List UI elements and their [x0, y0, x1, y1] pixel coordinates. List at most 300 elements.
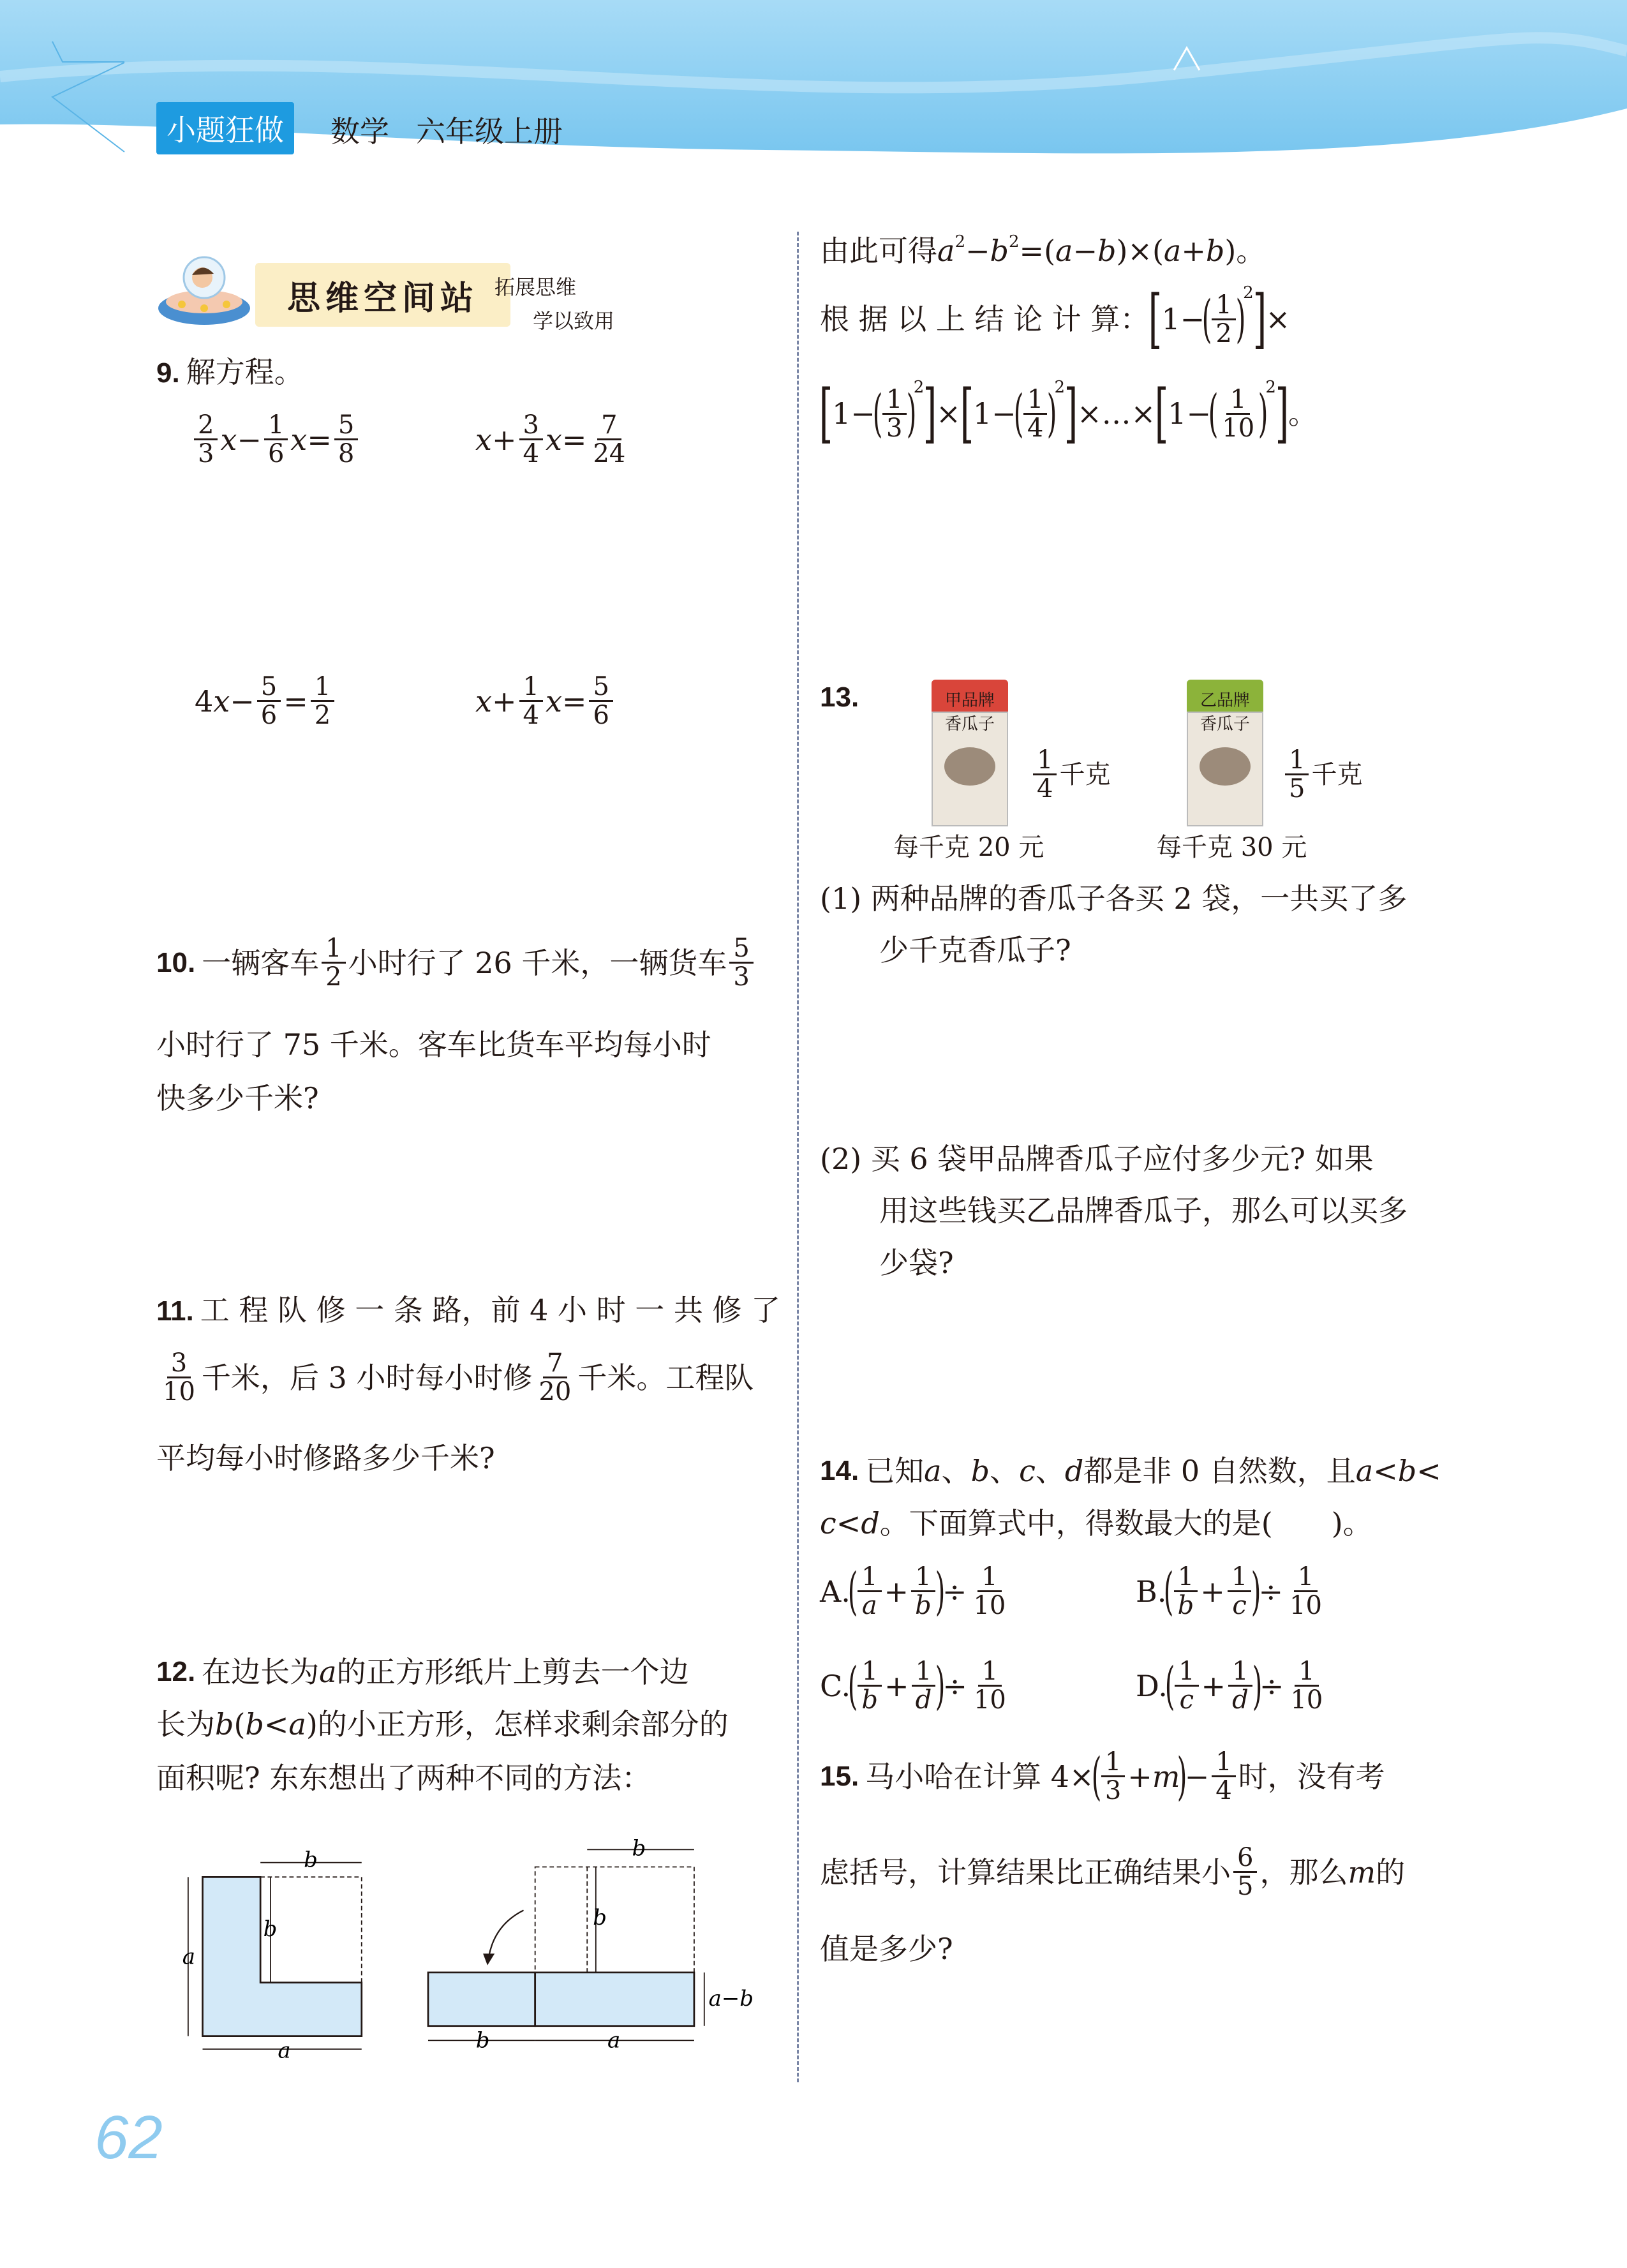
numerator: 1 [1228, 1563, 1251, 1592]
denominator: 3 [733, 962, 750, 992]
fraction [1033, 747, 1057, 802]
numerator: 1 [519, 673, 543, 702]
exponent: 2 [1054, 378, 1066, 397]
fraction [1228, 1563, 1251, 1619]
math-text: ÷ [1259, 1668, 1284, 1703]
math-text: + [491, 422, 517, 457]
fraction [311, 673, 334, 729]
math-text: 、 [1035, 1454, 1065, 1488]
l-shape-figure [182, 1847, 362, 2063]
math-variable: b [970, 1454, 990, 1488]
math-text: 。 [1288, 396, 1318, 431]
fraction [257, 673, 281, 729]
denominator: b [1177, 1591, 1194, 1620]
math-text: 已知 [865, 1454, 925, 1488]
parenthesis: ) [906, 384, 916, 443]
question-number: 13. [820, 682, 859, 713]
denominator: 6 [267, 439, 285, 468]
parenthesis: ) [1251, 1561, 1261, 1621]
math-variable: b [990, 234, 1009, 268]
fraction [858, 1658, 882, 1713]
numerator: 1 [911, 1563, 935, 1592]
denominator: 20 [539, 1377, 572, 1406]
math-text: 一辆客车 [202, 945, 320, 980]
bracket: [ [1148, 281, 1163, 356]
denominator: 4 [523, 439, 539, 468]
denominator: b [861, 1685, 879, 1715]
question-number: 15. [820, 1760, 859, 1792]
fraction [729, 935, 753, 990]
fraction [589, 412, 629, 467]
math-text: × [936, 396, 961, 431]
math-text: ，那么 [1259, 1854, 1348, 1890]
ufo-mascot-icon [156, 252, 258, 332]
parenthesis: ) [1177, 1746, 1187, 1806]
question-9-title [156, 357, 304, 387]
numerator: 1 [858, 1563, 881, 1592]
question-14-line-2 [820, 1506, 1372, 1541]
question-15-line-3: 值是多少? [820, 1932, 953, 1966]
math-text: 1− [1161, 302, 1205, 336]
bag-a-weight [1030, 747, 1110, 802]
math-text: D. [1136, 1668, 1168, 1703]
bag-a-price: 每千克 20 元 [893, 833, 1044, 862]
fraction [970, 1658, 1010, 1713]
bracket: ] [923, 376, 937, 451]
question-12-line-3: 面积呢? 东东想出了两种不同的方法： [156, 1761, 651, 1795]
fraction [1212, 1749, 1235, 1804]
parenthesis: ( [1091, 1746, 1102, 1806]
numerator: 5 [589, 673, 613, 702]
numerator: 1 [1023, 386, 1047, 415]
denominator: c [1179, 1685, 1194, 1715]
math-text: 1− [1168, 396, 1212, 431]
fraction [858, 1563, 881, 1619]
denominator: 3 [198, 439, 214, 468]
math-text: − [230, 683, 255, 719]
subject-label: 数学 [331, 114, 389, 149]
parenthesis: ) [1047, 384, 1057, 443]
math-variable: m [1152, 1759, 1180, 1794]
numerator: 1 [264, 412, 288, 440]
math-text: 千克 [1059, 759, 1111, 789]
question-15-line-1 [820, 1746, 1385, 1806]
fraction [194, 412, 218, 467]
question-14-line-1 [820, 1456, 1441, 1486]
denominator: d [915, 1685, 932, 1715]
math-variable: a [924, 1454, 942, 1488]
area-diagrams [156, 1838, 792, 2081]
fraction [264, 412, 288, 467]
math-text: < [1416, 1454, 1441, 1488]
seed-bag-a [932, 680, 1008, 826]
q13-part2-line2: 用这些钱买乙品牌香瓜子，那么可以买多 [879, 1193, 1408, 1228]
equation-1 [191, 412, 360, 467]
exponent: 2 [1243, 283, 1254, 302]
math-variable: m [1348, 1854, 1376, 1890]
continuation-line-1 [820, 232, 1266, 268]
math-text: 长为 [156, 1707, 215, 1742]
numerator: 2 [194, 412, 218, 440]
numerator: 1 [977, 1563, 1001, 1592]
parenthesis: ( [847, 1561, 858, 1621]
math-text: < [836, 1506, 861, 1541]
numerator: 1 [1174, 1563, 1198, 1592]
parenthesis: ( [1164, 1561, 1174, 1621]
numerator: 5 [334, 412, 358, 440]
fraction [322, 935, 345, 990]
math-variable: a [937, 234, 955, 268]
bracket: [ [819, 376, 833, 451]
denominator: 5 [1237, 1872, 1254, 1901]
math-text: )×( [1116, 234, 1164, 268]
fraction [1101, 1749, 1125, 1804]
math-text: 根 据 以 上 结 论 计 算： [820, 302, 1150, 336]
math-text: 的 [1376, 1854, 1406, 1890]
question-11-line-2 [156, 1350, 754, 1405]
question-number: 10. [156, 946, 196, 978]
bag-b-price: 每千克 30 元 [1156, 833, 1307, 862]
math-text: ÷ [942, 1668, 967, 1703]
q13-part2-line3: 少袋? [879, 1246, 954, 1280]
question-text [202, 935, 756, 990]
equation-3 [195, 673, 337, 729]
math-text: = [283, 683, 308, 719]
question-12-line-2 [156, 1707, 729, 1742]
math-variable: b [245, 1707, 264, 1742]
option-a[interactable] [820, 1563, 1012, 1619]
banner-tag-1: 拓展思维 [494, 275, 577, 299]
q13-part1-line2: 少千克香瓜子? [879, 933, 1071, 967]
dim-label: a [607, 2027, 621, 2054]
math-variable: x [475, 422, 492, 457]
fraction [1023, 386, 1047, 442]
denominator: c [1232, 1591, 1247, 1620]
denominator: 2 [314, 701, 331, 730]
denominator: 2 [325, 962, 342, 992]
exponent: 2 [955, 232, 965, 251]
fraction [589, 673, 613, 729]
numerator: 5 [257, 673, 281, 702]
fraction [535, 1350, 575, 1405]
q13-part1-line1: (1) 两种品牌的香瓜子各买 2 袋，一共买了多 [820, 881, 1408, 916]
dim-label: a [278, 2038, 291, 2064]
equation-4 [475, 673, 616, 729]
denominator: 6 [260, 701, 278, 730]
parenthesis: ) [1252, 1655, 1263, 1715]
math-text: B. [1136, 1574, 1167, 1609]
numerator: 3 [519, 412, 543, 440]
bag-label: 香瓜子 [1200, 715, 1250, 734]
bag-label: 甲品牌 [944, 691, 995, 710]
denominator: 2 [1215, 318, 1232, 348]
parenthesis: ( [872, 384, 883, 443]
parenthesis: ( [1164, 1655, 1175, 1715]
math-text: − [965, 234, 990, 268]
math-variable: a [319, 1655, 337, 1689]
fraction [882, 386, 906, 442]
column-divider [797, 232, 799, 2082]
option-b[interactable] [1136, 1563, 1328, 1619]
seed-bag-b [1187, 680, 1263, 826]
numerator: 1 [882, 386, 906, 415]
fraction [911, 1563, 935, 1619]
math-text: 千米。工程队 [577, 1360, 754, 1395]
exponent: 2 [1265, 378, 1276, 397]
denominator: 4 [523, 701, 539, 730]
numerator: 7 [597, 412, 621, 440]
dim-label: b [632, 1838, 646, 1861]
numerator: 6 [1233, 1844, 1257, 1873]
math-text: A. [820, 1574, 851, 1609]
math-variable: a [1163, 234, 1182, 268]
denominator: 3 [886, 413, 903, 443]
question-text: 解方程。 [186, 355, 304, 389]
parenthesis: ) [935, 1655, 946, 1715]
fraction [1174, 1563, 1198, 1619]
dim-label: b [263, 1916, 278, 1943]
continuation-line-2 [820, 281, 1291, 356]
math-text: − [1184, 1759, 1210, 1794]
question-number: 14. [820, 1455, 859, 1486]
denominator: 8 [338, 439, 355, 468]
math-text: 在边长为 [202, 1655, 320, 1689]
parenthesis: ) [1258, 384, 1268, 443]
numerator: 1 [1101, 1749, 1125, 1777]
math-text: 千克 [1311, 759, 1363, 789]
math-text: + [1181, 234, 1206, 268]
math-variable: d [861, 1506, 880, 1541]
denominator: 3 [1104, 1776, 1122, 1805]
dim-label: b [304, 1847, 318, 1873]
math-variable: c [1019, 1454, 1036, 1488]
math-text: =( [1019, 234, 1056, 268]
math-variable: x [290, 422, 308, 457]
math-variable: x [475, 683, 492, 719]
parenthesis: ( [1013, 384, 1024, 443]
numerator: 1 [1295, 1658, 1318, 1687]
math-text: + [1127, 1759, 1152, 1794]
math-text: = [561, 683, 587, 719]
option-c[interactable] [820, 1655, 1013, 1715]
denominator: 4 [1037, 774, 1053, 803]
bag-label: 乙品牌 [1200, 691, 1250, 710]
math-variable: b [1397, 1454, 1417, 1488]
question-10-line-2: 小时行了 75 千米。客车比货车平均每小时 [156, 1027, 711, 1062]
exponent: 2 [913, 378, 925, 397]
math-text: ÷ [942, 1574, 967, 1609]
numerator: 1 [1285, 747, 1309, 775]
bag-b-weight [1282, 747, 1362, 802]
denominator: a [861, 1591, 877, 1620]
math-text: 的正方形纸片上剪去一个边 [336, 1655, 689, 1689]
fraction [1286, 1563, 1326, 1619]
bracket: ] [1252, 281, 1267, 356]
math-text: ÷ [1258, 1574, 1284, 1609]
fraction [1286, 1658, 1326, 1713]
fraction [969, 1563, 1009, 1619]
math-text: < [264, 1707, 289, 1742]
math-text: + [884, 1668, 909, 1703]
question-11-line-1 [156, 1295, 780, 1325]
math-variable: a [1355, 1454, 1374, 1488]
denominator: 4 [1215, 1776, 1232, 1805]
question-text [865, 1456, 1441, 1486]
math-text: × [1265, 302, 1291, 336]
math-text: 小时行了 26 千米，一辆货车 [348, 945, 727, 980]
math-text: − [1073, 234, 1098, 268]
math-text: = [561, 422, 587, 457]
bracket: ] [1064, 376, 1078, 451]
math-variable: x [220, 422, 237, 457]
math-text: 虑括号，计算结果比正确结果小 [820, 1854, 1231, 1890]
denominator: 10 [1222, 413, 1255, 443]
question-text: 工 程 队 修 一 条 路，前 4 小 时 一 共 修 了 [200, 1293, 781, 1327]
option-d[interactable] [1136, 1655, 1329, 1715]
math-text: = [307, 422, 332, 457]
numerator: 1 [1212, 1749, 1235, 1777]
math-text: 1− [832, 396, 875, 431]
math-text: + [1200, 1574, 1225, 1609]
math-text: 时，没有考 [1238, 1759, 1385, 1794]
math-text: )的小正方形，怎样求剩余部分的 [306, 1707, 729, 1742]
fraction [159, 1350, 199, 1405]
numerator: 1 [1033, 747, 1057, 775]
math-text: 马小哈在计算 4× [865, 1759, 1094, 1794]
dim-label: b [593, 1905, 607, 1931]
denominator: b [915, 1591, 932, 1620]
equation-2 [475, 412, 632, 467]
math-variable: a [288, 1707, 306, 1742]
banner-tag-2: 学以致用 [533, 309, 615, 333]
parenthesis: ( [1201, 289, 1212, 348]
question-10-line-1 [156, 935, 756, 990]
math-variable: d [1064, 1454, 1084, 1488]
numerator: 1 [912, 1658, 935, 1687]
numerator: 1 [322, 935, 345, 964]
numerator: 1 [1294, 1563, 1318, 1592]
dim-label: b [475, 2027, 490, 2054]
grade-label: 六年级上册 [416, 114, 563, 149]
dim-label: a [182, 1944, 196, 1970]
numerator: 1 [1175, 1658, 1198, 1687]
fraction [1285, 747, 1309, 802]
bracket: [ [960, 376, 974, 451]
parenthesis: ) [935, 1561, 946, 1621]
denominator: 6 [593, 701, 609, 730]
fraction [1228, 1658, 1252, 1713]
math-text: < [1373, 1454, 1398, 1488]
math-text: 都是非 0 自然数，且 [1083, 1454, 1356, 1488]
numerator: 1 [1226, 386, 1250, 415]
question-10-line-3: 快多少千米? [156, 1081, 319, 1115]
math-text: 、 [941, 1454, 971, 1488]
continuation-line-3 [819, 376, 1318, 451]
math-variable: x [545, 683, 562, 719]
question-12-line-1 [156, 1657, 689, 1687]
q13-part2-line1: (2) 买 6 袋甲品牌香瓜子应付多少元? 如果 [820, 1142, 1374, 1176]
math-variable: b [215, 1707, 234, 1742]
parenthesis: ( [1208, 384, 1219, 443]
math-text: ( [234, 1707, 246, 1742]
math-text: + [884, 1574, 909, 1609]
dim-label: a−b [708, 1986, 754, 2012]
denominator: d [1232, 1685, 1249, 1715]
exponent: 2 [1008, 232, 1020, 251]
math-variable: x [545, 422, 562, 457]
numerator: 1 [1228, 1658, 1252, 1687]
denominator: 10 [973, 1685, 1006, 1715]
math-variable: b [1205, 234, 1225, 268]
bracket: [ [1154, 376, 1169, 451]
section-banner: 思维空间站 [255, 263, 510, 327]
fraction [1212, 292, 1235, 347]
math-variable: b [1097, 234, 1117, 268]
bracket: ] [1275, 376, 1289, 451]
question-number: 9. [156, 357, 180, 389]
denominator: 4 [1027, 413, 1044, 443]
math-text: + [491, 683, 517, 719]
numerator: 3 [167, 1350, 191, 1378]
question-11-line-3: 平均每小时修路多少千米? [156, 1441, 495, 1475]
fraction [912, 1658, 936, 1713]
math-variable: a [1055, 234, 1073, 268]
fraction [519, 412, 543, 467]
math-variable: c [820, 1506, 836, 1541]
denominator: 24 [593, 439, 626, 468]
math-text: 1− [972, 396, 1016, 431]
numerator: 5 [729, 935, 753, 964]
parenthesis: ( [847, 1655, 858, 1715]
math-variable: x [213, 683, 230, 719]
denominator: 10 [1289, 1591, 1322, 1620]
numerator: 1 [978, 1658, 1002, 1687]
fraction [519, 673, 543, 729]
denominator: 10 [163, 1377, 195, 1406]
question-number: 12. [156, 1656, 196, 1687]
parenthesis: ) [1235, 289, 1246, 348]
math-text: + [1201, 1668, 1226, 1703]
numerator: 1 [858, 1658, 881, 1687]
rectangle-figure [428, 1838, 754, 2054]
math-text: 4 [195, 683, 214, 719]
fraction [1233, 1844, 1257, 1900]
page-number: 62 [94, 2103, 163, 2172]
question-text [202, 1657, 688, 1687]
question-15-line-2 [820, 1844, 1405, 1900]
series-badge: 小题狂做 [156, 102, 294, 154]
denominator: 10 [973, 1591, 1006, 1620]
question-number: 11. [156, 1295, 194, 1327]
math-text: 千米，后 3 小时每小时修 [201, 1360, 533, 1395]
math-text: − [237, 422, 262, 457]
numerator: 1 [311, 673, 334, 702]
math-text: C. [820, 1668, 851, 1703]
bag-label: 香瓜子 [944, 715, 995, 734]
math-text: 、 [990, 1454, 1020, 1488]
math-text: )。 [1224, 234, 1266, 268]
fraction [1218, 386, 1258, 442]
math-text: ×…× [1077, 396, 1156, 431]
numerator: 1 [1212, 292, 1235, 320]
math-text: 。下面算式中，得数最大的是( )。 [879, 1506, 1372, 1541]
denominator: 5 [1289, 774, 1305, 803]
fraction [1175, 1658, 1198, 1713]
math-text: 由此可得 [820, 234, 937, 268]
numerator: 7 [543, 1350, 567, 1378]
question-text [865, 1746, 1385, 1806]
fraction [334, 412, 358, 467]
